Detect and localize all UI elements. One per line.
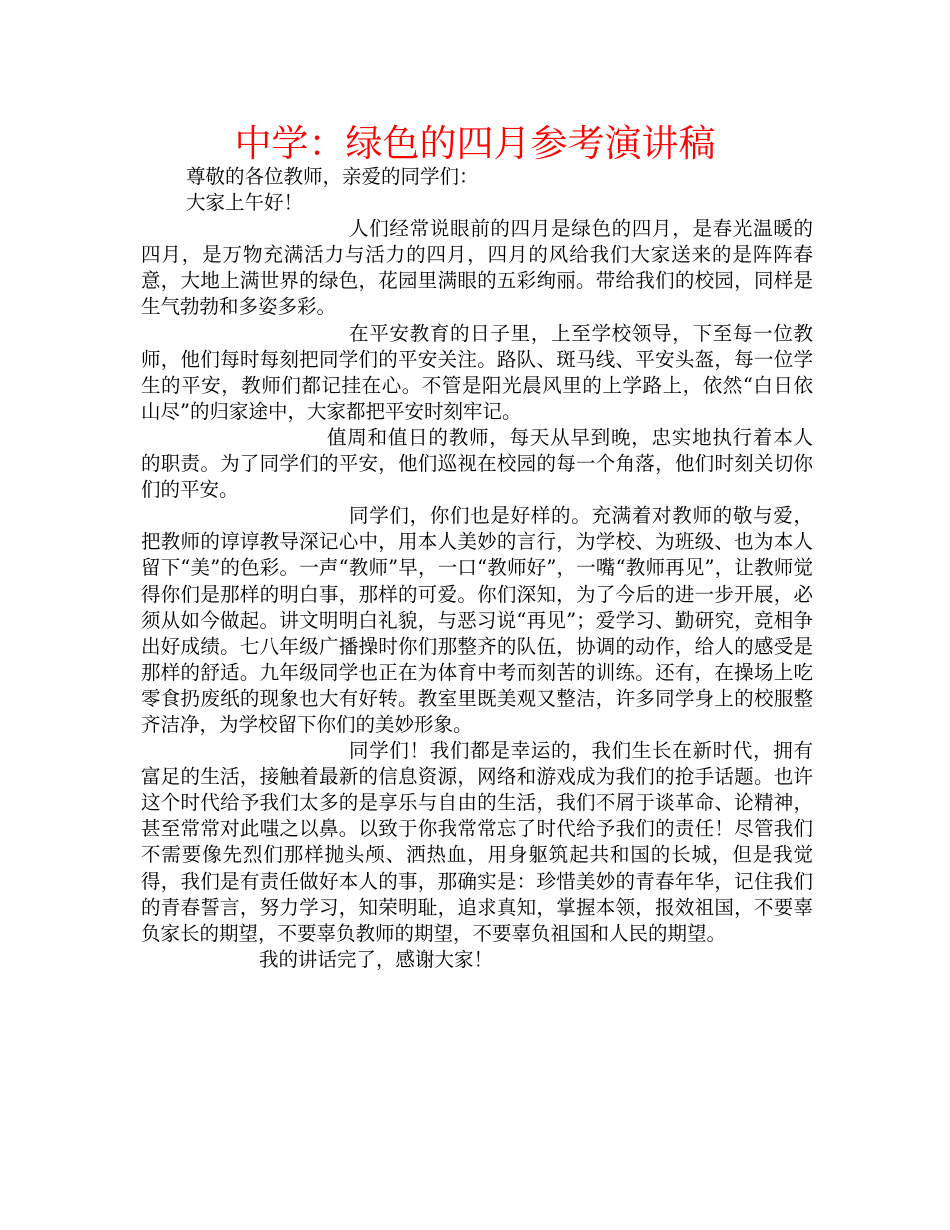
closing-line: 我的讲话完了，感谢大家！: [259, 947, 494, 971]
salutation: 尊敬的各位教师，亲爱的同学们：: [186, 165, 479, 188]
greeting: 大家上午好！: [186, 191, 304, 215]
paragraph-3: 值周和值日的教师，每天从早到晚，忠实地执行着本人的职责。为了同学们的平安，他们巡视在校园的每一个角落，他们时刻关切你们的平安。: [141, 425, 813, 502]
paragraph-5: 同学们！我们都是幸运的，我们生长在新时代，拥有富足的生活，接触着最新的信息资源，网络和游戏成为我们的抢手话题。也许这个时代给予我们太多的是享乐与自由的生活，我们不屑于谈革命、论精神，甚至常常对此嗤之以鼻。以致于你我常常忘了时代给予我们的责任！尽管我们不需要像先烈们那样抛头颅、洒热血，用身躯筑起共和国的长城，但是我觉得，我们是有责任做好本人的事，那确实是：珍惜美妙的青春年华，记住我们的青春誓言，努力学习，知荣明耻，追求真知，掌握本领，报效祖国，不要辜负家长的期望，不要辜负教师的期望，不要辜负祖国和人民的期望。: [141, 739, 813, 945]
speech-body: [141, 164, 813, 973]
paragraph-1: 人们经常说眼前的四月是绿色的四月，是春光温暖的四月，是万物充满活力与活力的四月，四月的风给我们大家送来的是阵阵春意，大地上满世界的绿色，花园里满眼的五彩绚丽。带给我们的校园，同样是生气勃勃和多姿多彩。: [141, 217, 813, 319]
document-title: 中学：绿色的四月参考演讲稿: [234, 122, 716, 165]
paragraph-4: 同学们，你们也是好样的。充满着对教师的敬与爱，把教师的谆谆教导深记心中，用本人美妙的言行，为学校、为班级、也为本人留下“美”的色彩。一声“教师”早，一口“教师好”，一嘴“教师再见”，让教师觉得你们是那样的明白事，那样的可爱。你们深知，为了今后的进一步开展，必须从如今做起。讲文明明白礼貌，与恶习说“再见”；爱学习、勤研究，竞相争出好成绩。七八年级广播操时你们那整齐的队伍，协调的动作，给人的感受是那样的舒适。九年级同学也正在为体育中考而刻苦的训练。还有，在操场上吃零食扔废纸的现象也大有好转。教室里既美观又整洁，许多同学身上的校服整齐洁净，为学校留下你们的美妙形象。: [141, 504, 813, 736]
paragraph-2: 在平安教育的日子里，上至学校领导，下至每一位教师，他们每时每刻把同学们的平安关注。路队、斑马线、平安头盔，每一位学生的平安，教师们都记挂在心。不管是阳光晨风里的上学路上，依然“白日依山尽”的归家途中，大家都把平安时刻牢记。: [141, 321, 813, 423]
